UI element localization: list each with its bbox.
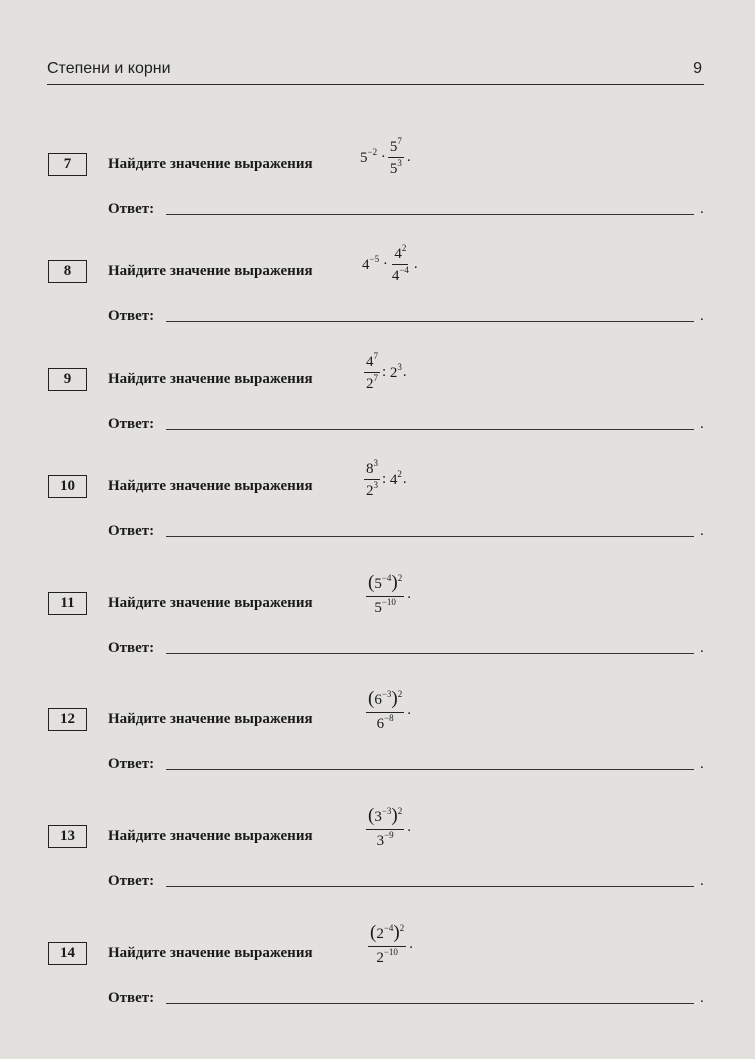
numerator: $(2^{-4})^2$: [368, 922, 406, 947]
task-prompt: Найдите значение выражения: [108, 371, 313, 387]
fraction: [364, 352, 380, 393]
fraction: [390, 244, 411, 285]
answer-field[interactable]: [166, 321, 694, 322]
answer-label: Ответ:: [108, 990, 155, 1006]
denominator: $2^7$: [366, 373, 378, 392]
multiply-sign: ·: [379, 256, 388, 272]
math-expression: $4^{-5}$ · $\frac{4^2}{4^{-4}}$ .: [362, 243, 418, 284]
fraction: [368, 922, 406, 967]
divide-sign: :: [382, 364, 390, 380]
denominator: $6^{-8}$: [376, 712, 394, 732]
answer-label: Ответ:: [108, 873, 155, 889]
task-10: 10 Найдите значение выражения $\frac{8^3}{2^3}$ : $4^2$ . Ответ: .: [48, 475, 708, 565]
task-14: 14 Найдите значение выражения $\frac{(2^{-4})^2}{2^{-10}}$ . Ответ: .: [48, 942, 708, 1032]
fraction: [364, 459, 380, 500]
task-prompt: Найдите значение выражения: [108, 711, 313, 727]
task-8: 8 Найдите значение выражения $4^{-5}$ · $\frac{4^2}{4^{-4}}$ . Ответ: .: [48, 260, 708, 350]
multiply-sign: ·: [377, 149, 386, 165]
answer-field[interactable]: [166, 769, 694, 770]
task-9: 9 Найдите значение выражения $\frac{4^7}{2^7}$ : $2^3$ . Ответ: .: [48, 368, 708, 458]
answer-field[interactable]: [166, 214, 694, 215]
task-number: 9: [48, 368, 87, 391]
fraction: [366, 805, 404, 850]
task-number: 12: [48, 708, 87, 731]
task-7: 7 Найдите значение выражения $5^{-2}$ · $\frac{5^7}{5^3}$ . Ответ: .: [48, 153, 708, 243]
task-number: 8: [48, 260, 87, 283]
math-expression: $5^{-2}$ · $\frac{5^7}{5^3}$ .: [360, 136, 411, 177]
denominator: $5^3$: [389, 158, 402, 177]
task-number: 11: [48, 592, 87, 615]
task-number: 14: [48, 942, 87, 965]
denominator: $2^{-10}$: [376, 946, 398, 966]
expr-term: $5^{-2}$: [360, 147, 378, 166]
math-expression: $\frac{(6^{-3})^2}{6^{-8}}$ .: [368, 688, 411, 732]
page-number: 9: [693, 60, 702, 77]
task-prompt: Найдите значение выражения: [108, 156, 313, 172]
answer-label: Ответ:: [108, 416, 155, 432]
answer-field[interactable]: [166, 1003, 694, 1004]
answer-label: Ответ:: [108, 756, 155, 772]
task-number: 10: [48, 475, 87, 498]
numerator: $4^2$: [392, 244, 408, 265]
numerator: $5^7$: [388, 137, 404, 158]
numerator: $(6^{-3})^2$: [366, 688, 404, 713]
task-prompt: Найдите значение выражения: [108, 945, 313, 961]
numerator: $(3^{-3})^2$: [366, 805, 404, 830]
task-prompt: Найдите значение выражения: [108, 595, 313, 611]
task-prompt: Найдите значение выражения: [108, 478, 313, 494]
answer-field[interactable]: [166, 536, 694, 537]
expr-term: $4^{-5}$: [362, 254, 380, 273]
fraction: [388, 137, 404, 178]
task-13: 13 Найдите значение выражения $\frac{(3^{-3})^2}{3^{-9}}$ . Ответ: .: [48, 825, 708, 915]
task-prompt: Найдите значение выражения: [108, 828, 313, 844]
page-header: [47, 58, 704, 85]
task-number: 13: [48, 825, 87, 848]
divide-sign: :: [382, 471, 390, 487]
answer-field[interactable]: [166, 886, 694, 887]
math-expression: $\frac{(5^{-4})^2}{5^{-10}}$ .: [368, 572, 411, 616]
expr-term: $2^3$: [389, 362, 402, 381]
denominator: $5^{-10}$: [374, 596, 396, 616]
numerator: $8^3$: [364, 459, 380, 480]
answer-label: Ответ:: [108, 523, 155, 539]
task-12: 12 Найдите значение выражения $\frac{(6^{-3})^2}{6^{-8}}$ . Ответ: .: [48, 708, 708, 798]
fraction: [366, 572, 404, 617]
answer-label: Ответ:: [108, 640, 155, 656]
section-title: Степени и корни: [47, 60, 171, 77]
answer-field[interactable]: [166, 429, 694, 430]
math-expression: $\frac{4^7}{2^7}$ : $2^3$ .: [366, 351, 407, 392]
task-number: 7: [48, 153, 87, 176]
numerator: $(5^{-4})^2$: [366, 572, 404, 597]
answer-field[interactable]: [166, 653, 694, 654]
expr-term: $4^2$: [389, 469, 402, 488]
math-expression: $\frac{(2^{-4})^2}{2^{-10}}$ .: [370, 922, 413, 966]
denominator: $4^{-4}$: [391, 265, 409, 284]
numerator: $4^7$: [364, 352, 380, 373]
denominator: $3^{-9}$: [376, 829, 394, 849]
task-11: 11 Найдите значение выражения $\frac{(5^{-4})^2}{5^{-10}}$ . Ответ: .: [48, 592, 708, 682]
denominator: $2^3$: [366, 480, 378, 499]
fraction: [366, 688, 404, 733]
answer-label: Ответ:: [108, 201, 155, 217]
math-expression: $\frac{8^3}{2^3}$ : $4^2$ .: [366, 458, 407, 499]
answer-label: Ответ:: [108, 308, 155, 324]
math-expression: $\frac{(3^{-3})^2}{3^{-9}}$ .: [368, 805, 411, 849]
task-prompt: Найдите значение выражения: [108, 263, 313, 279]
